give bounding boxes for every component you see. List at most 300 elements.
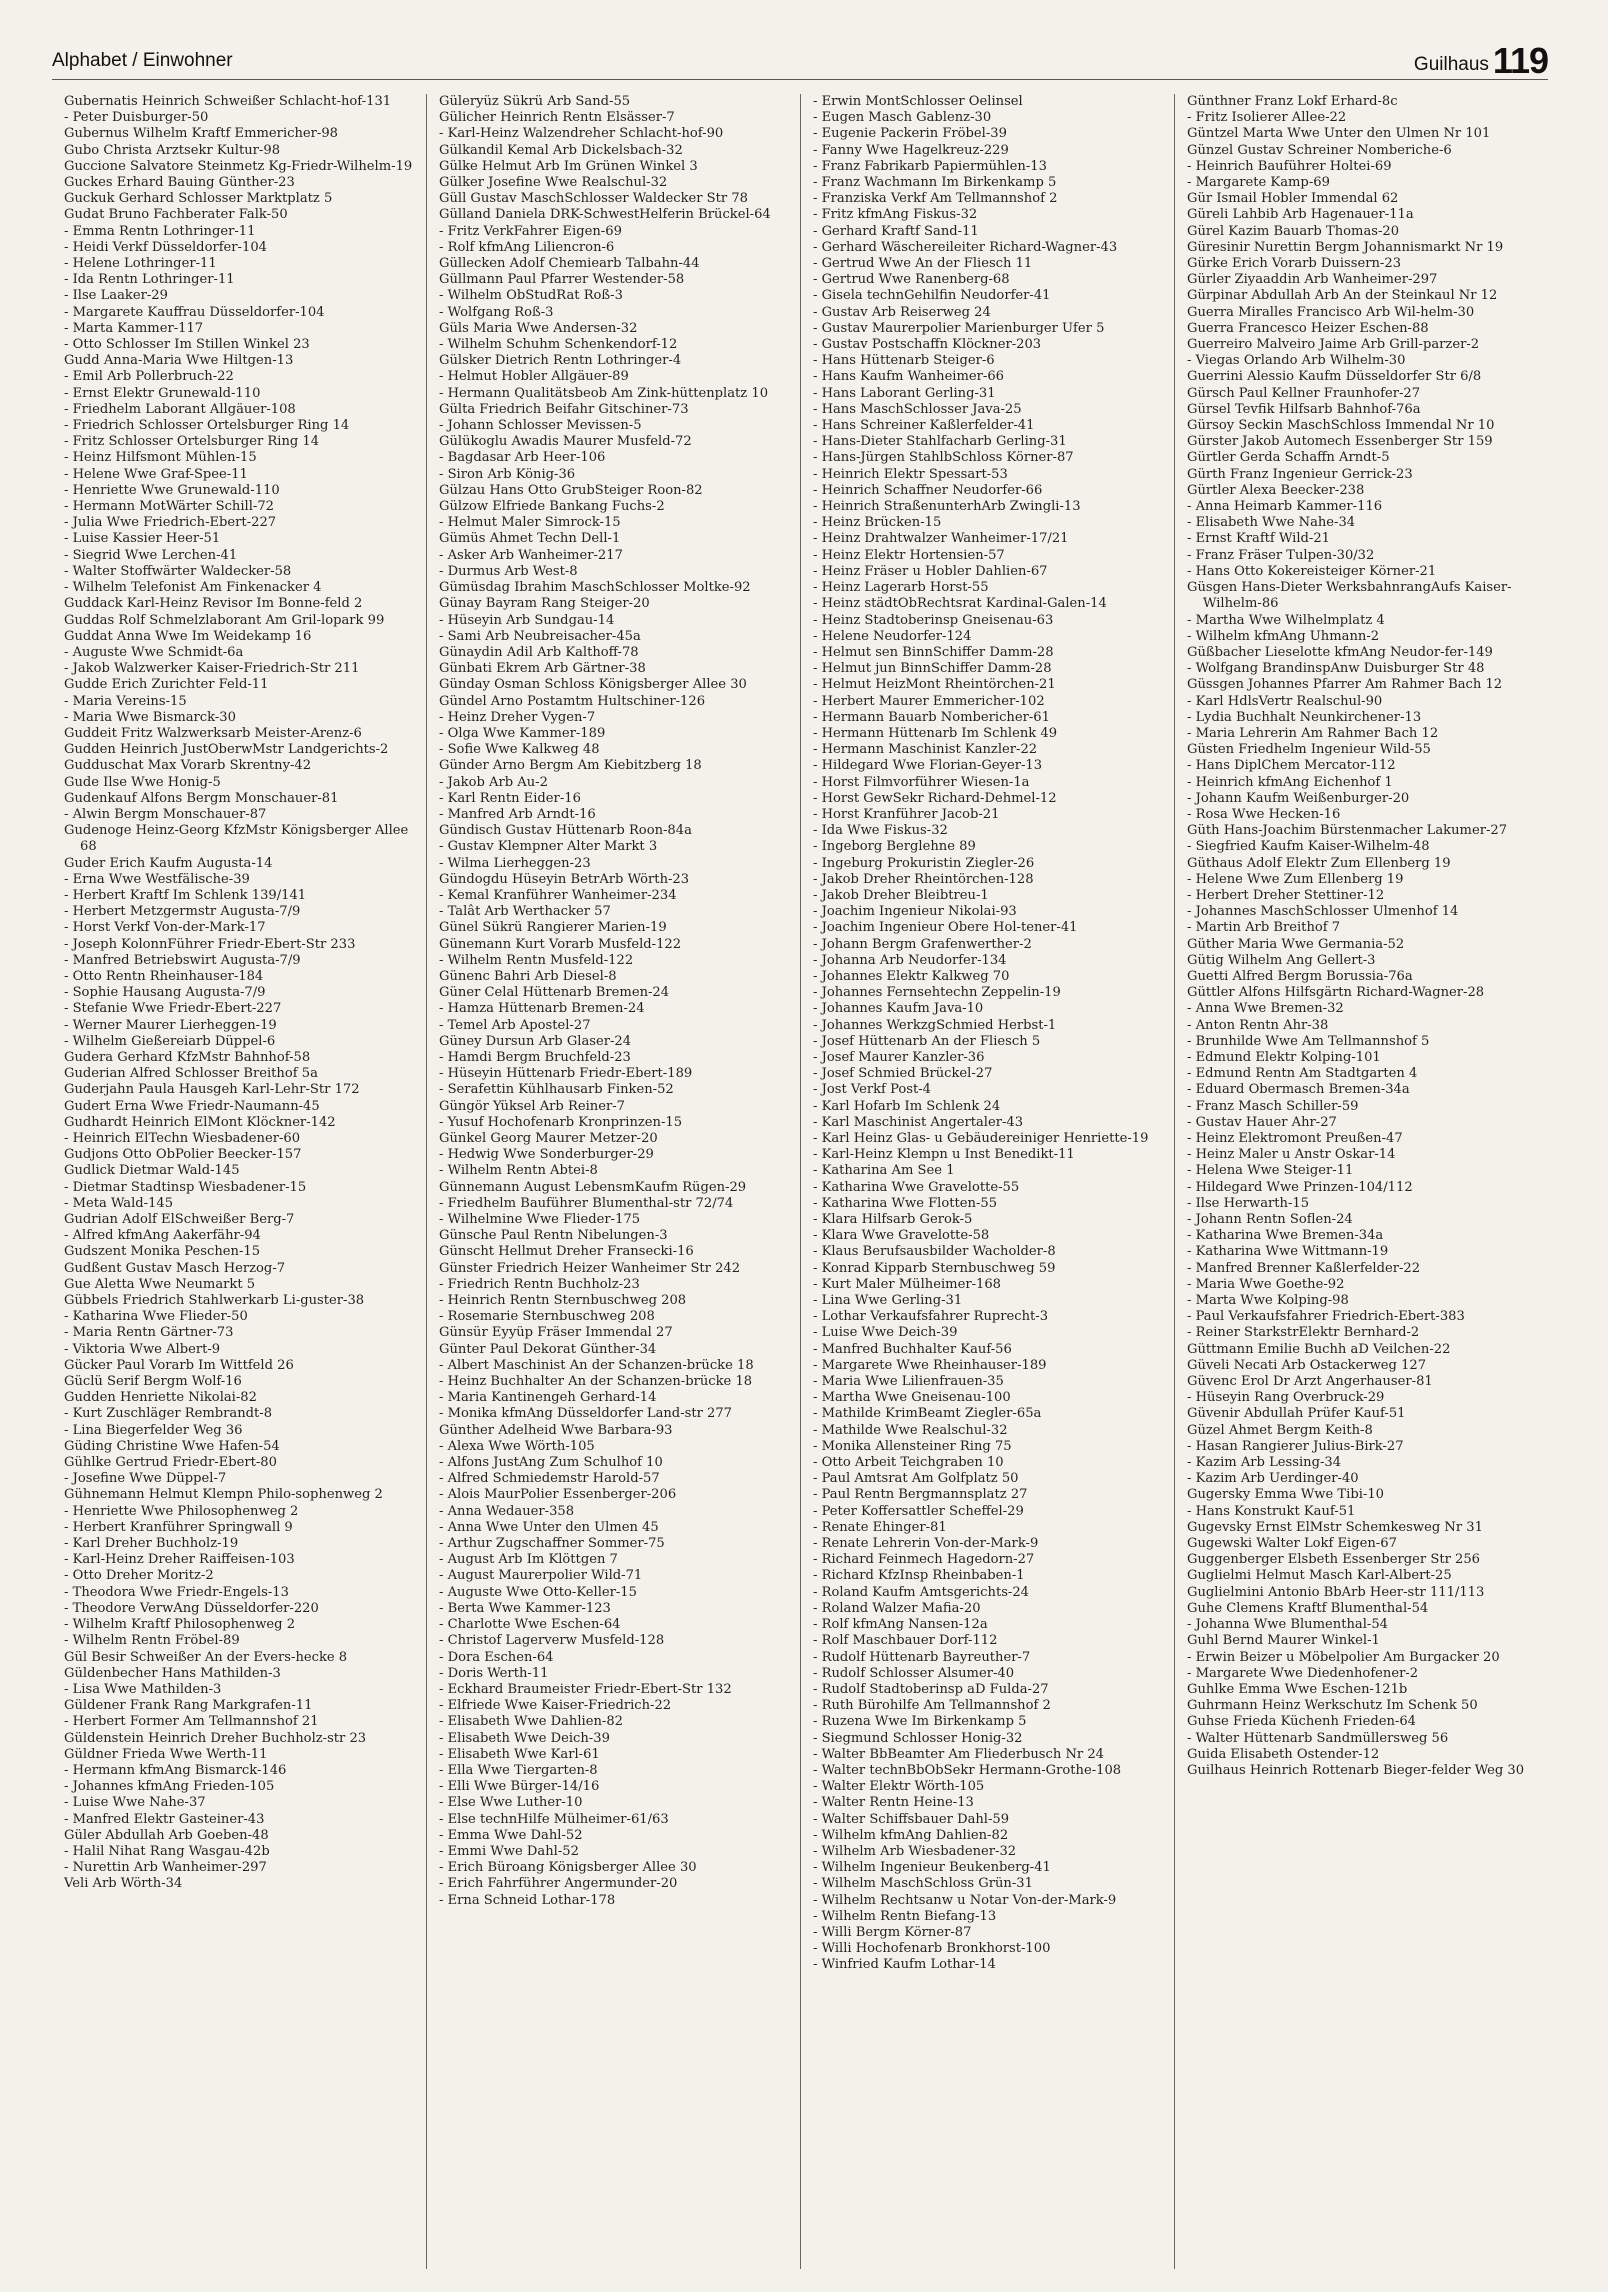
directory-entry: - Alwin Bergm Monschauer-87 — [64, 806, 267, 822]
directory-entry: - Walter Schiffsbauer Dahl-59 — [813, 1811, 1010, 1827]
directory-entry: - Peter Duisburger-50 — [64, 110, 209, 126]
directory-entry: - Siegmund Schlosser Honig-32 — [813, 1730, 1023, 1746]
directory-entry: - Durmus Arb West-8 — [439, 563, 578, 579]
directory-entry: - Maria Lehrerin Am Rahmer Bach 12 — [1187, 725, 1439, 741]
directory-entry: - Heinz Fräser u Hobler Dahlien-67 — [813, 563, 1048, 579]
column-2 — [426, 94, 800, 2269]
directory-entry: Guderian Alfred Schlosser Breithof 5a — [64, 1066, 318, 1082]
directory-entry: - Meta Wald-145 — [64, 1195, 174, 1211]
directory-entry: - Josef Maurer Kanzler-36 — [813, 1049, 985, 1065]
directory-entry: - Klara Wwe Gravelotte-58 — [813, 1228, 990, 1244]
directory-entry: Gude Ilse Wwe Honig-5 — [64, 774, 221, 790]
directory-entry: - Maria Vereins-15 — [64, 693, 187, 709]
directory-entry: Gündogdu Hüseyin BetrArb Wörth-23 — [439, 871, 690, 887]
directory-entry: - Hermann Maschinist Kanzler-22 — [813, 742, 1038, 758]
directory-entry: - Hermann Hüttenarb Im Schlenk 49 — [813, 725, 1058, 741]
directory-entry: Güll Gustav MaschSchlosser Waldecker Str 78 — [439, 191, 748, 207]
directory-entry: - Ruzena Wwe Im Birkenkamp 5 — [813, 1714, 1027, 1730]
directory-entry: - Heinz Hilfsmont Mühlen-15 — [64, 450, 257, 466]
directory-entry: - Wilhelm Rechtsanw u Notar Von-der-Mark-9 — [813, 1892, 1117, 1908]
directory-entry: Gugewski Walter Lokf Eigen-67 — [1187, 1536, 1397, 1552]
directory-entry: - Emma Rentn Lothringer-11 — [64, 223, 256, 239]
directory-entry: - Lina Wwe Gerling-31 — [813, 1293, 963, 1309]
directory-entry: - Olga Wwe Kammer-189 — [439, 725, 606, 741]
directory-entry: - Josef Hüttenarb An der Fliesch 5 — [813, 1033, 1041, 1049]
directory-entry: - Hans-Dieter Stahlfacharb Gerling-31 — [813, 434, 1067, 450]
directory-entry: - Joachim Ingenieur Nikolai-93 — [813, 904, 1017, 920]
directory-entry: Gudd Anna-Maria Wwe Hiltgen-13 — [64, 353, 294, 369]
directory-entry: - Hans Kaufm Wanheimer-66 — [813, 369, 1005, 385]
directory-entry: - Erna Wwe Westfälische-39 — [64, 871, 250, 887]
directory-entry: - Karl-Heinz Walzendreher Schlacht-hof-90 — [439, 126, 724, 142]
directory-entry: - Erich Büroang Königsberger Allee 30 — [439, 1860, 697, 1876]
directory-entry: - Margarete Kauffrau Düsseldorfer-104 — [64, 304, 325, 320]
directory-entry: - Erwin MontSchlosser Oelinsel — [813, 94, 1023, 109]
directory-entry: Gugersky Emma Wwe Tibi-10 — [1187, 1487, 1385, 1503]
directory-entry: - Heinrich Elektr Spessart-53 — [813, 466, 1008, 482]
directory-entry: Günster Friedrich Heizer Wanheimer Str 242 — [439, 1260, 741, 1276]
directory-entry: - Jakob Dreher Rheintörchen-128 — [813, 871, 1034, 887]
directory-entry: - Nurettin Arb Wanheimer-297 — [64, 1860, 267, 1876]
directory-entry: - Willi Hochofenarb Bronkhorst-100 — [813, 1941, 1051, 1957]
directory-entry: Güreli Lahbib Arb Hagenauer-11a — [1187, 207, 1414, 223]
directory-entry: Gudlick Dietmar Wald-145 — [64, 1163, 240, 1179]
directory-entry: - Herbert Metzgermstr Augusta-7/9 — [64, 904, 301, 920]
directory-entry: Güssgen Johannes Pfarrer Am Rahmer Bach 12 — [1187, 677, 1503, 693]
directory-entry: - Ruth Bürohilfe Am Tellmannshof 2 — [813, 1698, 1051, 1714]
directory-entry: - Hans Schreiner Kaßlerfelder-41 — [813, 418, 1035, 434]
directory-entry: - Fritz Isolierer Allee-22 — [1187, 110, 1347, 126]
directory-entry: Guetti Alfred Bergm Borussia-76a — [1187, 968, 1413, 984]
directory-entry: Güldener Frank Rang Markgrafen-11 — [64, 1698, 313, 1714]
directory-entry: - Friedrich Schlosser Ortelsburger Ring 14 — [64, 418, 350, 434]
directory-entry: Guglielmini Antonio BbArb Heer-str 111/113 — [1187, 1584, 1485, 1600]
directory-entry: - Manfred Betriebswirt Augusta-7/9 — [64, 952, 301, 968]
directory-entry: Güntzel Marta Wwe Unter den Ulmen Nr 101 — [1187, 126, 1491, 142]
directory-entry: - Wilhelmine Wwe Flieder-175 — [439, 1212, 641, 1228]
directory-entry: Günder Arno Bergm Am Kiebitzberg 18 — [439, 758, 702, 774]
directory-entry: - Gustav Arb Reiserweg 24 — [813, 304, 991, 320]
directory-entry: - Wilhelm MaschSchloss Grün-31 — [813, 1876, 1033, 1892]
directory-entry: - Ilse Laaker-29 — [64, 288, 168, 304]
directory-entry: - Sophie Hausang Augusta-7/9 — [64, 985, 266, 1001]
directory-entry: Guckuk Gerhard Schlosser Marktplatz 5 — [64, 191, 333, 207]
directory-entry: - Brunhilde Wwe Am Tellmannshof 5 — [1187, 1033, 1430, 1049]
directory-entry: - Katharina Wwe Gravelotte-55 — [813, 1179, 1020, 1195]
directory-entry: Veli Arb Wörth-34 — [64, 1876, 183, 1892]
directory-entry: - Sofie Wwe Kalkweg 48 — [439, 742, 600, 758]
directory-entry: Günbati Ekrem Arb Gärtner-38 — [439, 661, 646, 677]
directory-entry: - Hermann Qualitätsbeob Am Zink-hüttenplatz 10 — [439, 385, 769, 401]
directory-entry: Güner Celal Hüttenarb Bremen-24 — [439, 985, 670, 1001]
directory-entry: - Klara Hilfsarb Gerok-5 — [813, 1212, 973, 1228]
directory-entry: Gülke Helmut Arb Im Grünen Winkel 3 — [439, 158, 698, 174]
directory-entry: - Maria Rentn Gärtner-73 — [64, 1325, 234, 1341]
directory-entry: - Helene Lothringer-11 — [64, 256, 217, 272]
directory-entry: - Edmund Elektr Kolping-101 — [1187, 1049, 1381, 1065]
directory-entry: - Roland Kaufm Amtsgerichts-24 — [813, 1584, 1030, 1600]
directory-entry: Gue Aletta Wwe Neumarkt 5 — [64, 1276, 256, 1292]
directory-entry: Gülzow Elfriede Bankang Fuchs-2 — [439, 499, 665, 515]
directory-entry: - Yusuf Hochofenarb Kronprinzen-15 — [439, 1114, 683, 1130]
directory-entry: - Otto Arbeit Teichgraben 10 — [813, 1455, 1004, 1471]
directory-entry: Guida Elisabeth Ostender-12 — [1187, 1746, 1380, 1762]
directory-entry: - Elisabeth Wwe Nahe-34 — [1187, 515, 1356, 531]
directory-entry: - Wilhelm Schuhm Schenkendorf-12 — [439, 337, 678, 353]
directory-entry: - Gertrud Wwe Ranenberg-68 — [813, 272, 1010, 288]
directory-entry: - Horst Verkf Von-der-Mark-17 — [64, 920, 266, 936]
directory-entry: Gümüs Ahmet Techn Dell-1 — [439, 531, 621, 547]
directory-entry: - Wilhelm kfmAng Dahlien-82 — [813, 1827, 1009, 1843]
directory-entry: - Elisabeth Wwe Karl-61 — [439, 1746, 600, 1762]
directory-entry: - Heinz Brücken-15 — [813, 515, 942, 531]
directory-entry: - Stefanie Wwe Friedr-Ebert-227 — [64, 1001, 282, 1017]
directory-entry: - Johann Kaufm Weißenburger-20 — [1187, 790, 1410, 806]
directory-entry: Gütig Wilhelm Ang Gellert-3 — [1187, 952, 1376, 968]
directory-entry: - Ingeborg Berglehne 89 — [813, 839, 976, 855]
directory-entry: - Ingeburg Prokuristin Ziegler-26 — [813, 855, 1035, 871]
directory-entry: - Gustav Maurerpolier Marienburger Ufer 5 — [813, 320, 1105, 336]
directory-entry: Guderjahn Paula Hausgeh Karl-Lehr-Str 172 — [64, 1082, 360, 1098]
directory-entry: Güllecken Adolf Chemiearb Talbahn-44 — [439, 256, 700, 272]
directory-entry: Gürel Kazim Bauarb Thomas-20 — [1187, 223, 1400, 239]
directory-entry: Günsür Eyyüp Fräser Immendal 27 — [439, 1325, 673, 1341]
directory-entry: Güresinir Nurettin Bergm Johannismarkt Nr 19 — [1187, 239, 1504, 255]
directory-entry: - Elfriede Wwe Kaiser-Friedrich-22 — [439, 1698, 672, 1714]
directory-entry: - Helmut sen BinnSchiffer Damm-28 — [813, 644, 1054, 660]
directory-entry: Gudert Erna Wwe Friedr-Naumann-45 — [64, 1098, 320, 1114]
directory-entry: - Paul Amtsrat Am Golfplatz 50 — [813, 1471, 1019, 1487]
directory-entry: - Margarete Wwe Diedenhofener-2 — [1187, 1665, 1419, 1681]
directory-entry: - Hildegard Wwe Prinzen-104/112 — [1187, 1179, 1413, 1195]
directory-entry: - Margarete Kamp-69 — [1187, 175, 1330, 191]
directory-entry: - Theodora Wwe Friedr-Engels-13 — [64, 1584, 289, 1600]
directory-entry: - Katharina Wwe Bremen-34a — [1187, 1228, 1384, 1244]
page-header — [52, 40, 1548, 80]
directory-entry: - Manfred Arb Arndt-16 — [439, 806, 596, 822]
directory-entry: Guglielmi Helmut Masch Karl-Albert-25 — [1187, 1568, 1452, 1584]
directory-entry: Guhrmann Heinz Werkschutz Im Schenk 50 — [1187, 1698, 1478, 1714]
directory-entry: - Wilhelm Rentn Biefang-13 — [813, 1908, 997, 1924]
directory-entry: - Margarete Wwe Rheinhauser-189 — [813, 1357, 1047, 1373]
directory-entry: - Wolfgang BrandinspAnw Duisburger Str 48 — [1187, 661, 1485, 677]
directory-entry: - Anna Wedauer-358 — [439, 1503, 575, 1519]
directory-entry: Gülzau Hans Otto GrubSteiger Roon-82 — [439, 482, 703, 498]
directory-entry: - Fanny Wwe Hagelkreuz-229 — [813, 142, 1009, 158]
directory-entry: Günenc Bahri Arb Diesel-8 — [439, 968, 617, 984]
directory-entry: - Johannes WerkzgSchmied Herbst-1 — [813, 1017, 1057, 1033]
directory-entry: - Else Wwe Luther-10 — [439, 1795, 583, 1811]
directory-entry: Güldenstein Heinrich Dreher Buchholz-str 23 — [64, 1730, 367, 1746]
directory-entry: - Luise Kassier Heer-51 — [64, 531, 221, 547]
directory-entry: - Kazim Arb Uerdinger-40 — [1187, 1471, 1359, 1487]
directory-entry: - Otto Schlosser Im Stillen Winkel 23 — [64, 337, 310, 353]
directory-entry: - Wilhelm Rentn Fröbel-89 — [64, 1633, 240, 1649]
directory-entry: - Hamdi Bergm Bruchfeld-23 — [439, 1049, 631, 1065]
directory-entry: - Franz Fabrikarb Papiermühlen-13 — [813, 158, 1047, 174]
directory-entry: Gürsch Paul Kellner Fraunhofer-27 — [1187, 385, 1421, 401]
directory-entry: Gubernus Wilhelm Kraftf Emmericher-98 — [64, 126, 338, 142]
directory-entry: - Helene Wwe Graf-Spee-11 — [64, 466, 248, 482]
directory-entry: Günay Bayram Rang Steiger-20 — [439, 596, 650, 612]
directory-entry: Güzel Ahmet Bergm Keith-8 — [1187, 1422, 1373, 1438]
directory-entry: - Josef Schmied Brückel-27 — [813, 1066, 993, 1082]
directory-entry: - Lina Biegerfelder Weg 36 — [64, 1422, 243, 1438]
directory-entry: Guerreiro Malveiro Jaime Arb Grill-parzer-2 — [1187, 337, 1480, 353]
directory-entry: Gübbels Friedrich Stahlwerkarb Li-guster-38 — [64, 1293, 365, 1309]
directory-entry: Gürsel Tevfik Hilfsarb Bahnhof-76a — [1187, 401, 1421, 417]
directory-entry: - Herbert Kranführer Springwall 9 — [64, 1519, 293, 1535]
directory-entry: - Katharina Wwe Flotten-55 — [813, 1195, 998, 1211]
directory-entry: Guggenberger Elsbeth Essenberger Str 256 — [1187, 1552, 1480, 1568]
directory-entry: - Erna Schneid Lothar-178 — [439, 1892, 616, 1908]
directory-entry: - Peter Koffersattler Scheffel-29 — [813, 1503, 1024, 1519]
directory-entry: - Kemal Kranführer Wanheimer-234 — [439, 887, 677, 903]
directory-entry: - Elisabeth Wwe Deich-39 — [439, 1730, 610, 1746]
directory-entry: Gülükoglu Awadis Maurer Musfeld-72 — [439, 434, 692, 450]
directory-entry: Gudjons Otto ObPolier Beecker-157 — [64, 1147, 302, 1163]
directory-entry: - Anna Wwe Bremen-32 — [1187, 1001, 1344, 1017]
directory-columns — [52, 94, 1548, 2269]
directory-entry: Gürke Erich Vorarb Duissern-23 — [1187, 256, 1402, 272]
directory-entry: Gündel Arno Postamtm Hultschiner-126 — [439, 693, 706, 709]
directory-entry: - Walter Rentn Heine-13 — [813, 1795, 974, 1811]
directory-entry: - Elisabeth Wwe Dahlien-82 — [439, 1714, 623, 1730]
directory-entry: Gudhardt Heinrich ElMont Klöckner-142 — [64, 1114, 336, 1130]
directory-entry: - Joachim Ingenieur Obere Hol-tener-41 — [813, 920, 1078, 936]
directory-entry: - Rolf kfmAng Nansen-12a — [813, 1617, 988, 1633]
directory-entry: - Eugen Masch Gablenz-30 — [813, 110, 992, 126]
directory-entry: - Johann Schlosser Mevissen-5 — [439, 418, 642, 434]
directory-entry: Güthaus Adolf Elektr Zum Ellenberg 19 — [1187, 855, 1451, 871]
directory-entry: - Hüseyin Hüttenarb Friedr-Ebert-189 — [439, 1066, 693, 1082]
directory-entry: Güßbacher Lieselotte kfmAng Neudor-fer-149 — [1187, 644, 1493, 660]
directory-entry: - Heinrich ElTechn Wiesbadener-60 — [64, 1131, 301, 1146]
directory-entry: - Eugenie Packerin Fröbel-39 — [813, 126, 1007, 142]
directory-entry: - Walter Hüttenarb Sandmüllersweg 56 — [1187, 1730, 1449, 1746]
directory-entry: - Richard Feinmech Hagedorn-27 — [813, 1552, 1035, 1568]
directory-entry: - Rosemarie Sternbuschweg 208 — [439, 1309, 655, 1325]
directory-entry: Güngör Yüksel Arb Reiner-7 — [439, 1098, 625, 1114]
directory-entry: - Heinz Maler u Anstr Oskar-14 — [1187, 1147, 1396, 1163]
directory-entry: - Anton Rentn Ahr-38 — [1187, 1017, 1329, 1033]
directory-entry: - Lydia Buchhalt Neunkirchener-13 — [1187, 709, 1422, 725]
directory-entry: - Edmund Rentn Am Stadtgarten 4 — [1187, 1066, 1418, 1082]
directory-entry: - Franz Masch Schiller-59 — [1187, 1098, 1359, 1114]
directory-entry: - Wilhelm ObStudRat Roß-3 — [439, 288, 623, 304]
directory-entry: - Herbert Kraftf Im Schlenk 139/141 — [64, 887, 307, 903]
directory-entry: - Wilhelm kfmAng Uhmann-2 — [1187, 628, 1380, 644]
directory-entry: Guckes Erhard Bauing Günther-23 — [64, 175, 295, 191]
directory-entry: Gühnemann Helmut Klempn Philo-sophenweg 2 — [64, 1487, 383, 1503]
directory-entry: - Luise Wwe Deich-39 — [813, 1325, 958, 1341]
directory-entry: - Alois MaurPolier Essenberger-206 — [439, 1487, 677, 1503]
directory-entry: Güllmann Paul Pfarrer Westender-58 — [439, 272, 685, 288]
directory-entry: Güsgen Hans-Dieter WerksbahnrangAufs Kaiser-Wilhelm-86 — [1187, 580, 1512, 612]
directory-entry: - Temel Arb Apostel-27 — [439, 1017, 591, 1033]
running-head — [1414, 40, 1548, 82]
directory-entry: - Katharina Am See 1 — [813, 1163, 955, 1179]
directory-entry: - Hans Otto Kokereisteiger Körner-21 — [1187, 563, 1437, 579]
directory-entry: - Eckhard Braumeister Friedr-Ebert-Str 132 — [439, 1681, 732, 1697]
column-1 — [52, 94, 426, 2269]
directory-entry: - Helmut Hobler Allgäuer-89 — [439, 369, 629, 385]
directory-entry: - Martin Arb Breithof 7 — [1187, 920, 1341, 936]
directory-entry: - Erwin Beizer u Möbelpolier Am Burgacker 20 — [1187, 1649, 1500, 1665]
directory-entry: Günter Paul Dekorat Günther-34 — [439, 1341, 657, 1357]
directory-entry: Güclü Serif Bergm Wolf-16 — [64, 1374, 242, 1390]
directory-entry: Güveli Necati Arb Ostackerweg 127 — [1187, 1357, 1427, 1373]
directory-entry: - Katharina Wwe Wittmann-19 — [1187, 1244, 1389, 1260]
directory-entry: - Heinrich Schaffner Neudorfer-66 — [813, 482, 1043, 498]
directory-entry: Güsten Friedhelm Ingenieur Wild-55 — [1187, 742, 1431, 758]
directory-entry: - Doris Werth-11 — [439, 1665, 549, 1681]
directory-entry: - Johanna Wwe Blumenthal-54 — [1187, 1617, 1388, 1633]
directory-entry: - Manfred Brenner Kaßlerfelder-22 — [1187, 1260, 1421, 1276]
directory-entry: - Winfried Kaufm Lothar-14 — [813, 1957, 996, 1973]
directory-entry: - Hüseyin Rang Overbruck-29 — [1187, 1390, 1385, 1406]
directory-entry: Güvenir Abdullah Prüfer Kauf-51 — [1187, 1406, 1406, 1422]
directory-entry: - Ilse Herwarth-15 — [1187, 1195, 1310, 1211]
directory-entry: Gülsker Dietrich Rentn Lothringer-4 — [439, 353, 682, 369]
directory-entry: - Richard KfzInsp Rheinbaben-1 — [813, 1568, 1025, 1584]
directory-entry: - Mathilde Wwe Realschul-32 — [813, 1422, 1008, 1438]
directory-entry: - Arthur Zugschaffner Sommer-75 — [439, 1536, 665, 1552]
directory-entry: - Helene Wwe Zum Ellenberg 19 — [1187, 871, 1404, 887]
directory-entry: - Monika Allensteiner Ring 75 — [813, 1438, 1012, 1454]
directory-entry: - Rolf Maschbauer Dorf-112 — [813, 1633, 998, 1649]
directory-entry: - Walter Elektr Wörth-105 — [813, 1779, 985, 1795]
directory-entry: - Otto Rentn Rheinhauser-184 — [64, 968, 264, 984]
directory-entry: - Hans DiplChem Mercator-112 — [1187, 758, 1396, 774]
directory-entry: - Franziska Verkf Am Tellmannshof 2 — [813, 191, 1058, 207]
directory-entry: Günther Adelheid Wwe Barbara-93 — [439, 1422, 673, 1438]
column-3 — [800, 94, 1174, 2269]
directory-entry: - Julia Wwe Friedrich-Ebert-227 — [64, 515, 277, 531]
directory-entry: - Luise Wwe Nahe-37 — [64, 1795, 206, 1811]
directory-entry: Güding Christine Wwe Hafen-54 — [64, 1438, 280, 1454]
directory-entry: - Walter Stoffwärter Waldecker-58 — [64, 563, 292, 579]
directory-entry: Gudduschat Max Vorarb Skrentny-42 — [64, 758, 312, 774]
directory-entry: - Herbert Dreher Stettiner-12 — [1187, 887, 1385, 903]
directory-entry: - Johann Bergm Grafenwerther-2 — [813, 936, 1032, 952]
directory-entry: - Paul Verkaufsfahrer Friedrich-Ebert-383 — [1187, 1309, 1465, 1325]
directory-entry: - Karl Hofarb Im Schlenk 24 — [813, 1098, 1001, 1114]
directory-entry: Gudat Bruno Fachberater Falk-50 — [64, 207, 288, 223]
directory-entry: Güvenc Erol Dr Arzt Angerhauser-81 — [1187, 1374, 1433, 1390]
directory-entry: - Halil Nihat Rang Wasgau-42b — [64, 1843, 270, 1859]
page-number: 119 — [1492, 40, 1548, 81]
directory-entry: - Gustav Postschaffn Klöckner-203 — [813, 337, 1042, 353]
directory-entry: Gürler Ziyaaddin Arb Wanheimer-297 — [1187, 272, 1438, 288]
directory-entry: Güldenbecher Hans Mathilden-3 — [64, 1665, 281, 1681]
directory-entry: - Fritz kfmAng Fiskus-32 — [813, 207, 978, 223]
directory-entry: - Ernst Elektr Grunewald-110 — [64, 385, 261, 401]
directory-entry: - Friedrich Rentn Buchholz-23 — [439, 1276, 640, 1292]
directory-entry: Guerrini Alessio Kaufm Düsseldorfer Str 6/8 — [1187, 369, 1482, 385]
directory-entry: Guccione Salvatore Steinmetz Kg-Friedr-Wilhelm-19 — [64, 158, 413, 174]
directory-entry: - Heinz Stadtoberinsp Gneisenau-63 — [813, 612, 1054, 628]
directory-entry: Güleryüz Sükrü Arb Sand-55 — [439, 94, 631, 109]
directory-entry: - Viegas Orlando Arb Wilhelm-30 — [1187, 353, 1406, 369]
directory-entry: Guerra Miralles Francisco Arb Wil-helm-30 — [1187, 304, 1475, 320]
directory-entry: - Renate Ehinger-81 — [813, 1519, 947, 1535]
directory-entry: - Alfred Schmiedemstr Harold-57 — [439, 1471, 660, 1487]
directory-entry: - Hans MaschSchlosser Java-25 — [813, 401, 1022, 417]
directory-entry: Guhe Clemens Kraftf Blumenthal-54 — [1187, 1600, 1429, 1616]
directory-entry: - Wilhelm Rentn Abtei-8 — [439, 1163, 598, 1179]
directory-entry: - Rosa Wwe Hecken-16 — [1187, 806, 1341, 822]
directory-entry: Guddas Rolf Schmelzlaborant Am Gril-lopark 99 — [64, 612, 385, 628]
directory-entry: - Walter BbBeamter Am Fliederbusch Nr 24 — [813, 1746, 1104, 1762]
directory-entry: - Kurt Zuschläger Rembrandt-8 — [64, 1406, 273, 1422]
directory-entry: Guddat Anna Wwe Im Weidekamp 16 — [64, 628, 312, 644]
directory-entry: - Jost Verkf Post-4 — [813, 1082, 931, 1098]
directory-entry: - Hildegard Wwe Florian-Geyer-13 — [813, 758, 1043, 774]
directory-entry: Gürster Jakob Automech Essenberger Str 159 — [1187, 434, 1493, 450]
directory-entry: - Otto Dreher Moritz-2 — [64, 1568, 214, 1584]
directory-entry: - Eduard Obermasch Bremen-34a — [1187, 1082, 1410, 1098]
directory-entry: - Kurt Maler Mülheimer-168 — [813, 1276, 1002, 1292]
directory-entry: - Renate Lehrerin Von-der-Mark-9 — [813, 1536, 1039, 1552]
directory-entry: - Ella Wwe Tiergarten-8 — [439, 1762, 598, 1778]
directory-entry: - Reiner StarkstrElektr Bernhard-2 — [1187, 1325, 1420, 1341]
directory-entry: - Wilhelm Arb Wiesbadener-32 — [813, 1843, 1017, 1859]
directory-entry: - Fritz VerkFahrer Eigen-69 — [439, 223, 622, 239]
directory-entry: - Maria Wwe Lilienfrauen-35 — [813, 1374, 1004, 1390]
directory-entry: - Henriette Wwe Philosophenweg 2 — [64, 1503, 299, 1519]
directory-entry: Günsche Paul Rentn Nibelungen-3 — [439, 1228, 668, 1244]
directory-entry: - Wilhelm Kraftf Philosophenweg 2 — [64, 1617, 296, 1633]
directory-entry: - Joseph KolonnFührer Friedr-Ebert-Str 233 — [64, 936, 356, 952]
directory-entry: - Lothar Verkaufsfahrer Ruprecht-3 — [813, 1309, 1049, 1325]
directory-entry: - Rolf kfmAng Liliencron-6 — [439, 239, 615, 255]
directory-entry: - Gertrud Wwe An der Fliesch 11 — [813, 256, 1033, 272]
directory-entry: - Katharina Wwe Flieder-50 — [64, 1309, 248, 1325]
directory-entry: - Wilma Lierheggen-23 — [439, 855, 591, 871]
directory-entry: - Johanna Arb Neudorfer-134 — [813, 952, 1007, 968]
directory-entry: Guhl Bernd Maurer Winkel-1 — [1187, 1633, 1380, 1649]
directory-entry: - Hedwig Wwe Sonderburger-29 — [439, 1147, 654, 1163]
directory-entry: - Karl HdlsVertr Realschul-90 — [1187, 693, 1383, 709]
directory-entry: Gürtler Gerda Schaffn Arndt-5 — [1187, 450, 1390, 466]
directory-entry: - Alfred kfmAng Aakerfähr-94 — [64, 1228, 261, 1244]
directory-entry: Gudden Henriette Nikolai-82 — [64, 1390, 257, 1406]
directory-entry: - Anna Wwe Unter den Ulmen 45 — [439, 1519, 659, 1535]
directory-entry: Günday Osman Schloss Königsberger Allee 30 — [439, 677, 747, 693]
directory-entry: - Auguste Wwe Schmidt-6a — [64, 644, 244, 660]
directory-entry: Guder Erich Kaufm Augusta-14 — [64, 855, 273, 871]
directory-entry: - Johannes Kaufm Java-10 — [813, 1001, 984, 1017]
directory-entry: Gümüsdag Ibrahim MaschSchlosser Moltke-92 — [439, 580, 751, 596]
directory-entry: Gülta Friedrich Beifahr Gitschiner-73 — [439, 401, 689, 417]
directory-entry: - Jakob Dreher Bleibtreu-1 — [813, 887, 989, 903]
directory-entry: - Gisela technGehilfin Neudorfer-41 — [813, 288, 1051, 304]
directory-entry: Günaydin Adil Arb Kalthoff-78 — [439, 644, 639, 660]
directory-entry: - Maria Wwe Bismarck-30 — [64, 709, 236, 725]
directory-entry: - Horst GewSekr Richard-Dehmel-12 — [813, 790, 1057, 806]
directory-entry: Günnemann August LebensmKaufm Rügen-29 — [439, 1179, 747, 1195]
directory-entry: - Elli Wwe Bürger-14/16 — [439, 1779, 600, 1795]
directory-entry: - Talât Arb Werthacker 57 — [439, 904, 611, 920]
running-head-name: Guilhaus — [1413, 54, 1489, 75]
directory-entry: - Johannes kfmAng Frieden-105 — [64, 1779, 275, 1795]
directory-entry: Güls Maria Wwe Andersen-32 — [439, 320, 638, 336]
directory-entry: - Martha Wwe Wilhelmplatz 4 — [1187, 612, 1385, 628]
directory-entry: - Auguste Wwe Otto-Keller-15 — [439, 1584, 637, 1600]
directory-entry: - Karl Heinz Glas- u Gebäudereiniger Henriette-19 — [813, 1131, 1149, 1146]
directory-entry: - Manfred Elektr Gasteiner-43 — [64, 1811, 265, 1827]
